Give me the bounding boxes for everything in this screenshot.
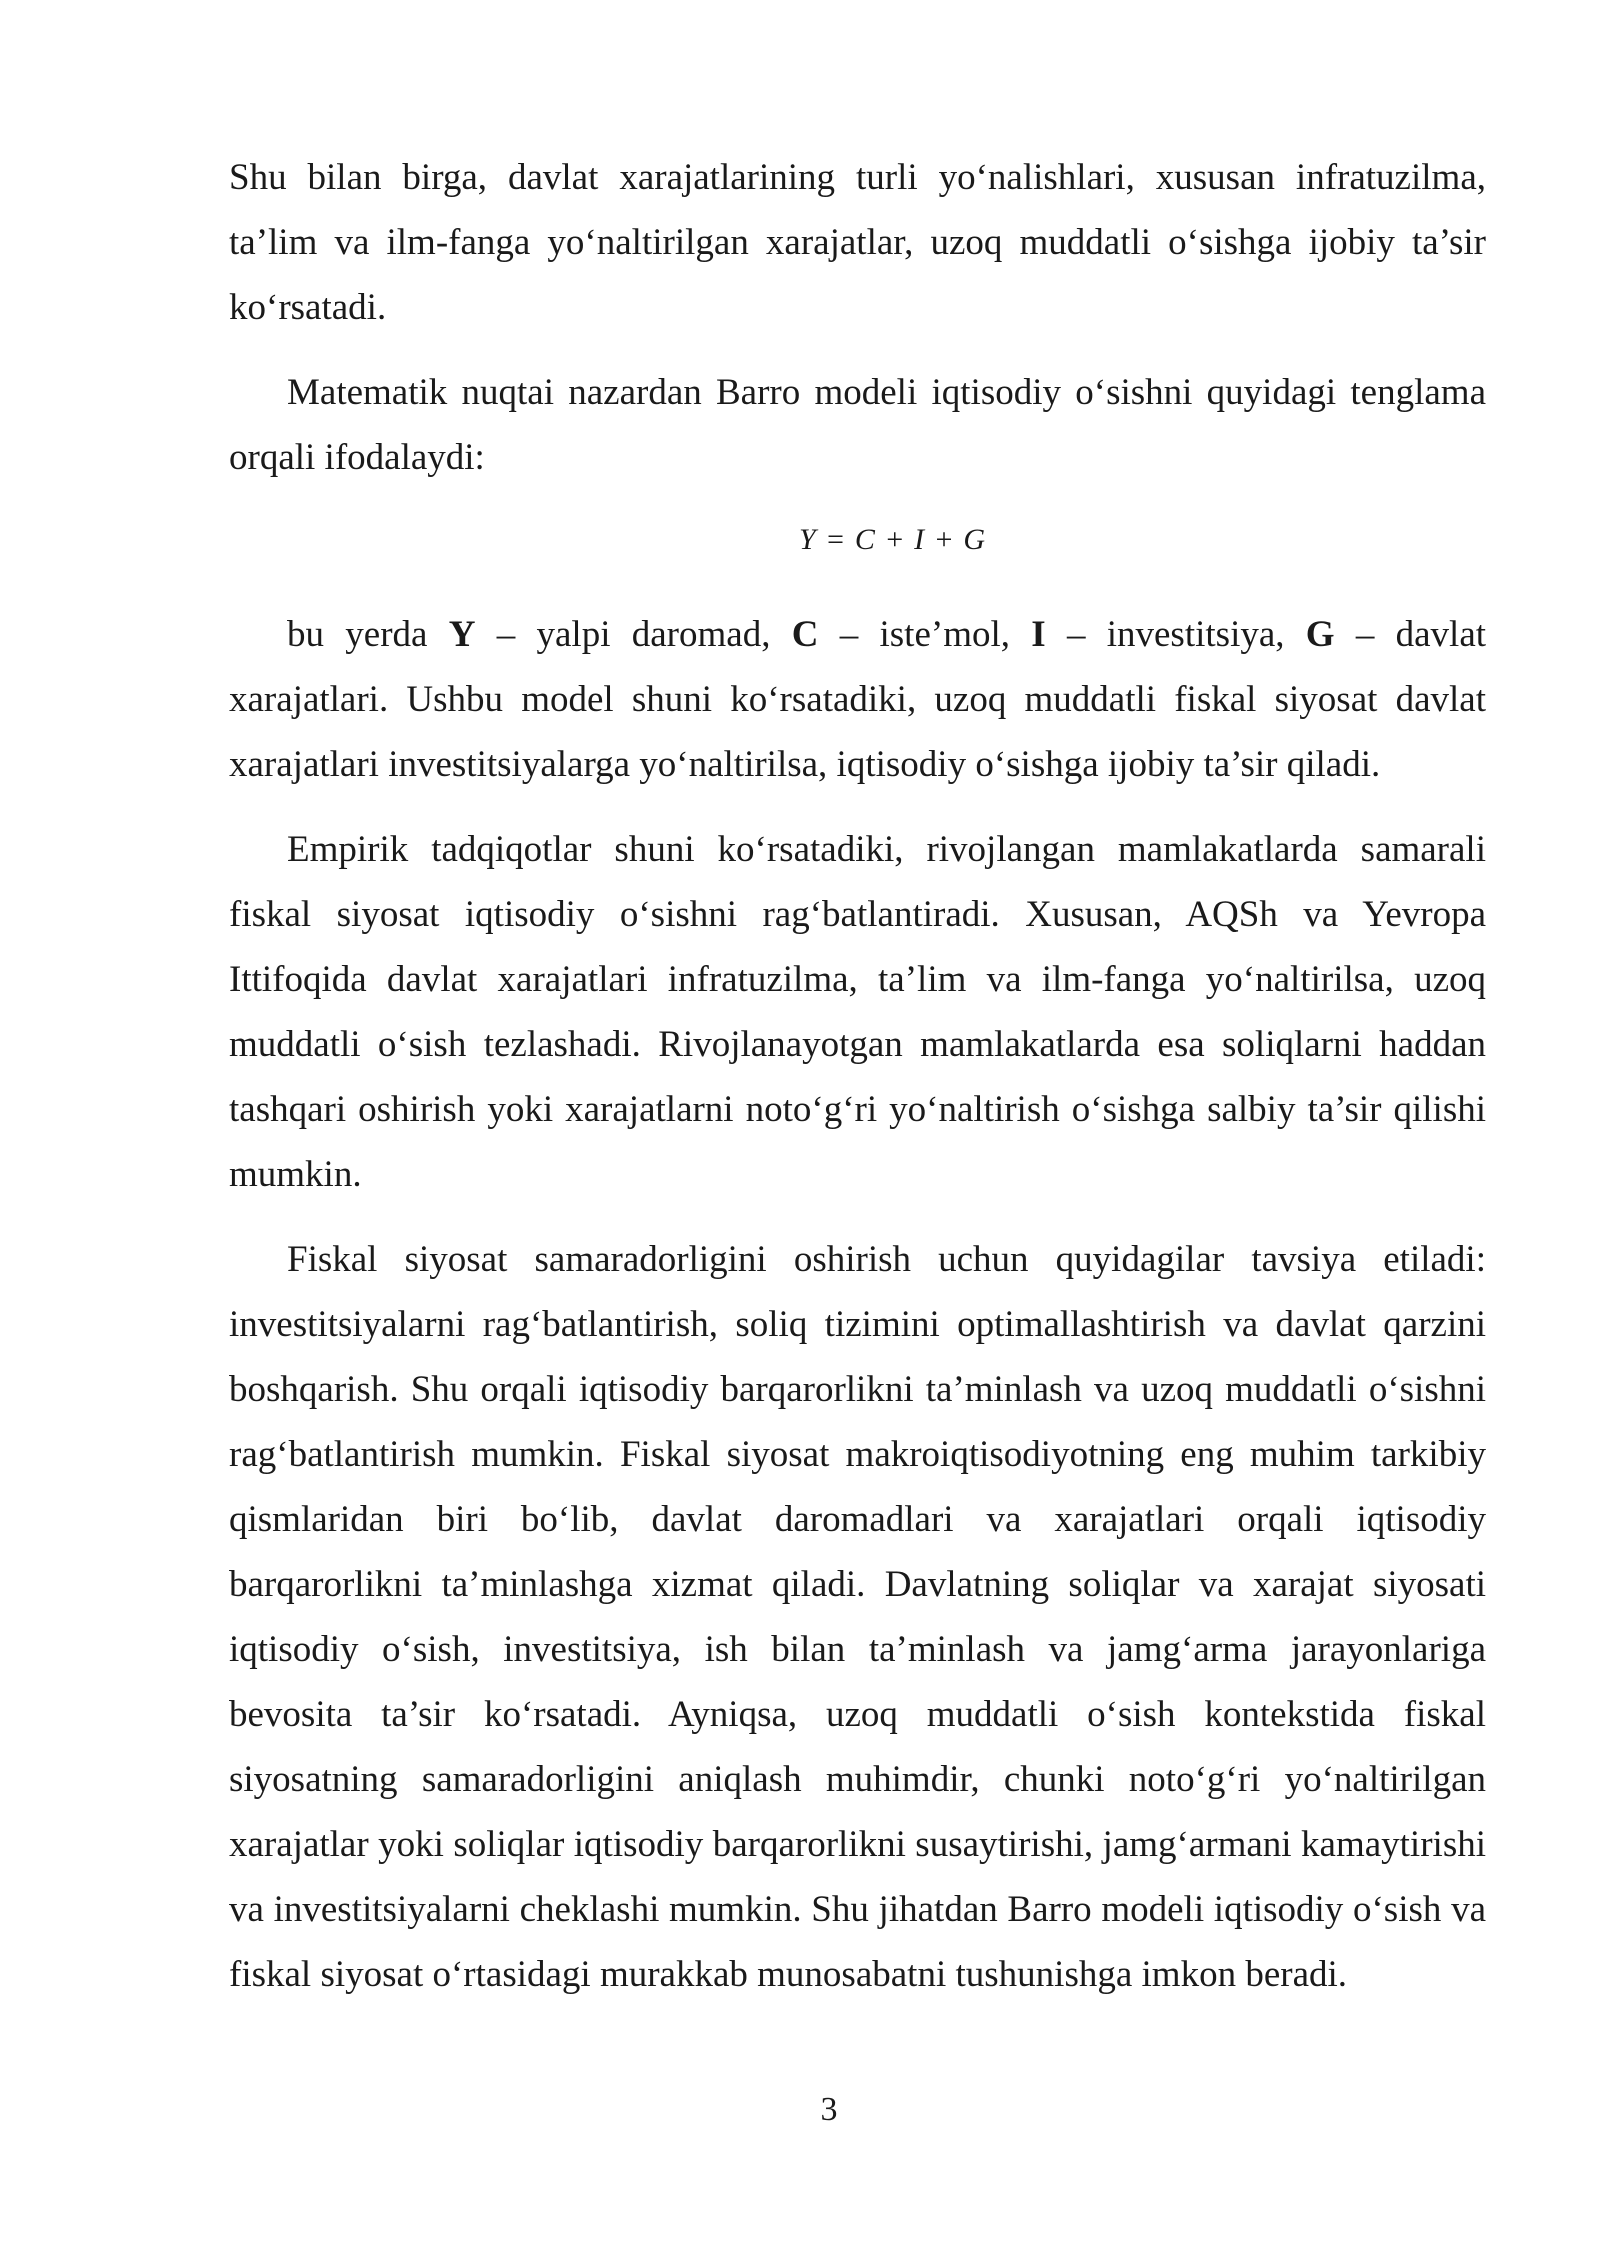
symbol-g: G bbox=[1305, 614, 1335, 655]
p3-c-def: – iste’mol, bbox=[818, 614, 1032, 655]
paragraph-2: Matematik nuqtai nazardan Barro modeli iqtisodiy o‘sishni quyidagi tenglama orqali ifodalaydi: bbox=[229, 372, 1486, 478]
p3-lead: bu yerda bbox=[287, 614, 449, 655]
paragraph-5: Fiskal siyosat samaradorligini oshirish uchun quyidagilar tavsiya etiladi: investitsiyalarni rag‘batlantirish, soliq tizimini optimallashtirish va davlat qarzini boshqarish. Shu orqali iqtisodiy barqarorlikni ta’minlash va uzoq muddatli o‘sishni rag‘batlantirish mumkin. Fiskal siyosat makroiqtisodiyotning eng muhim tarkibiy qismlaridan biri bo‘lib, davlat daromadlari va xarajatlari orqali iqtisodiy barqarorlikni ta’minlashga xizmat qiladi. Davlatning soliqlar va xarajat siyosati iqtisodiy o‘sish, investitsiya, ish bilan ta’minlash va jamg‘arma jarayonlariga bevosita ta’sir ko‘rsatadi. Ayniqsa, uzoq muddatli o‘sish kontekstida fiskal siyosatning samaradorligini aniqlash muhimdir, chunki noto‘g‘ri yo‘naltirilgan xarajatlar yoki soliqlar iqtisodiy barqarorlikni susaytirishi, jamg‘armani kamaytirishi va investitsiyalarni cheklashi mumkin. Shu jihatdan Barro modeli iqtisodiy o‘sish va fiskal siyosat o‘rtasidagi murakkab munosabatni tushunishga imkon beradi. bbox=[229, 1239, 1486, 1995]
p3-i-def: – investitsiya, bbox=[1045, 614, 1306, 655]
symbol-i: I bbox=[1031, 614, 1046, 655]
paragraph-3 bbox=[229, 602, 1486, 797]
symbol-y: Y bbox=[448, 614, 476, 655]
page-number: 3 bbox=[820, 2091, 838, 2128]
symbol-c: C bbox=[791, 614, 819, 655]
equation: Y = C + I + G bbox=[798, 523, 987, 556]
document-page bbox=[229, 145, 1486, 2007]
p3-y-def: – yalpi daromad, bbox=[475, 614, 792, 655]
paragraph-1: Shu bilan birga, davlat xarajatlarining turli yo‘nalishlari, xususan infratuzilma, ta’lim va ilm-fanga yo‘naltirilgan xarajatlar, uzoq muddatli o‘sishga ijobiy ta’sir ko‘rsatadi. bbox=[229, 157, 1486, 328]
paragraph-4: Empirik tadqiqotlar shuni ko‘rsatadiki, rivojlangan mamlakatlarda samarali fiskal siyosat iqtisodiy o‘sishni rag‘batlantiradi. Xususan, AQSh va Yevropa Ittifoqida davlat xarajatlari infratuzilma, ta’lim va ilm-fanga yo‘naltirilsa, uzoq muddatli o‘sish tezlashadi. Rivojlanayotgan mamlakatlarda esa soliqlarni haddan tashqari oshirish yoki xarajatlarni noto‘g‘ri yo‘naltirish o‘sishga salbiy ta’sir qilishi mumkin. bbox=[229, 829, 1486, 1195]
p3-g-def: – davlat xarajatlari. Ushbu model shuni ko‘rsatadiki, uzoq muddatli fiskal siyosat davlat xarajatlari investitsiyalarga yo‘naltirilsa, iqtisodiy o‘sishga ijobiy ta’sir qiladi. bbox=[229, 614, 1487, 785]
